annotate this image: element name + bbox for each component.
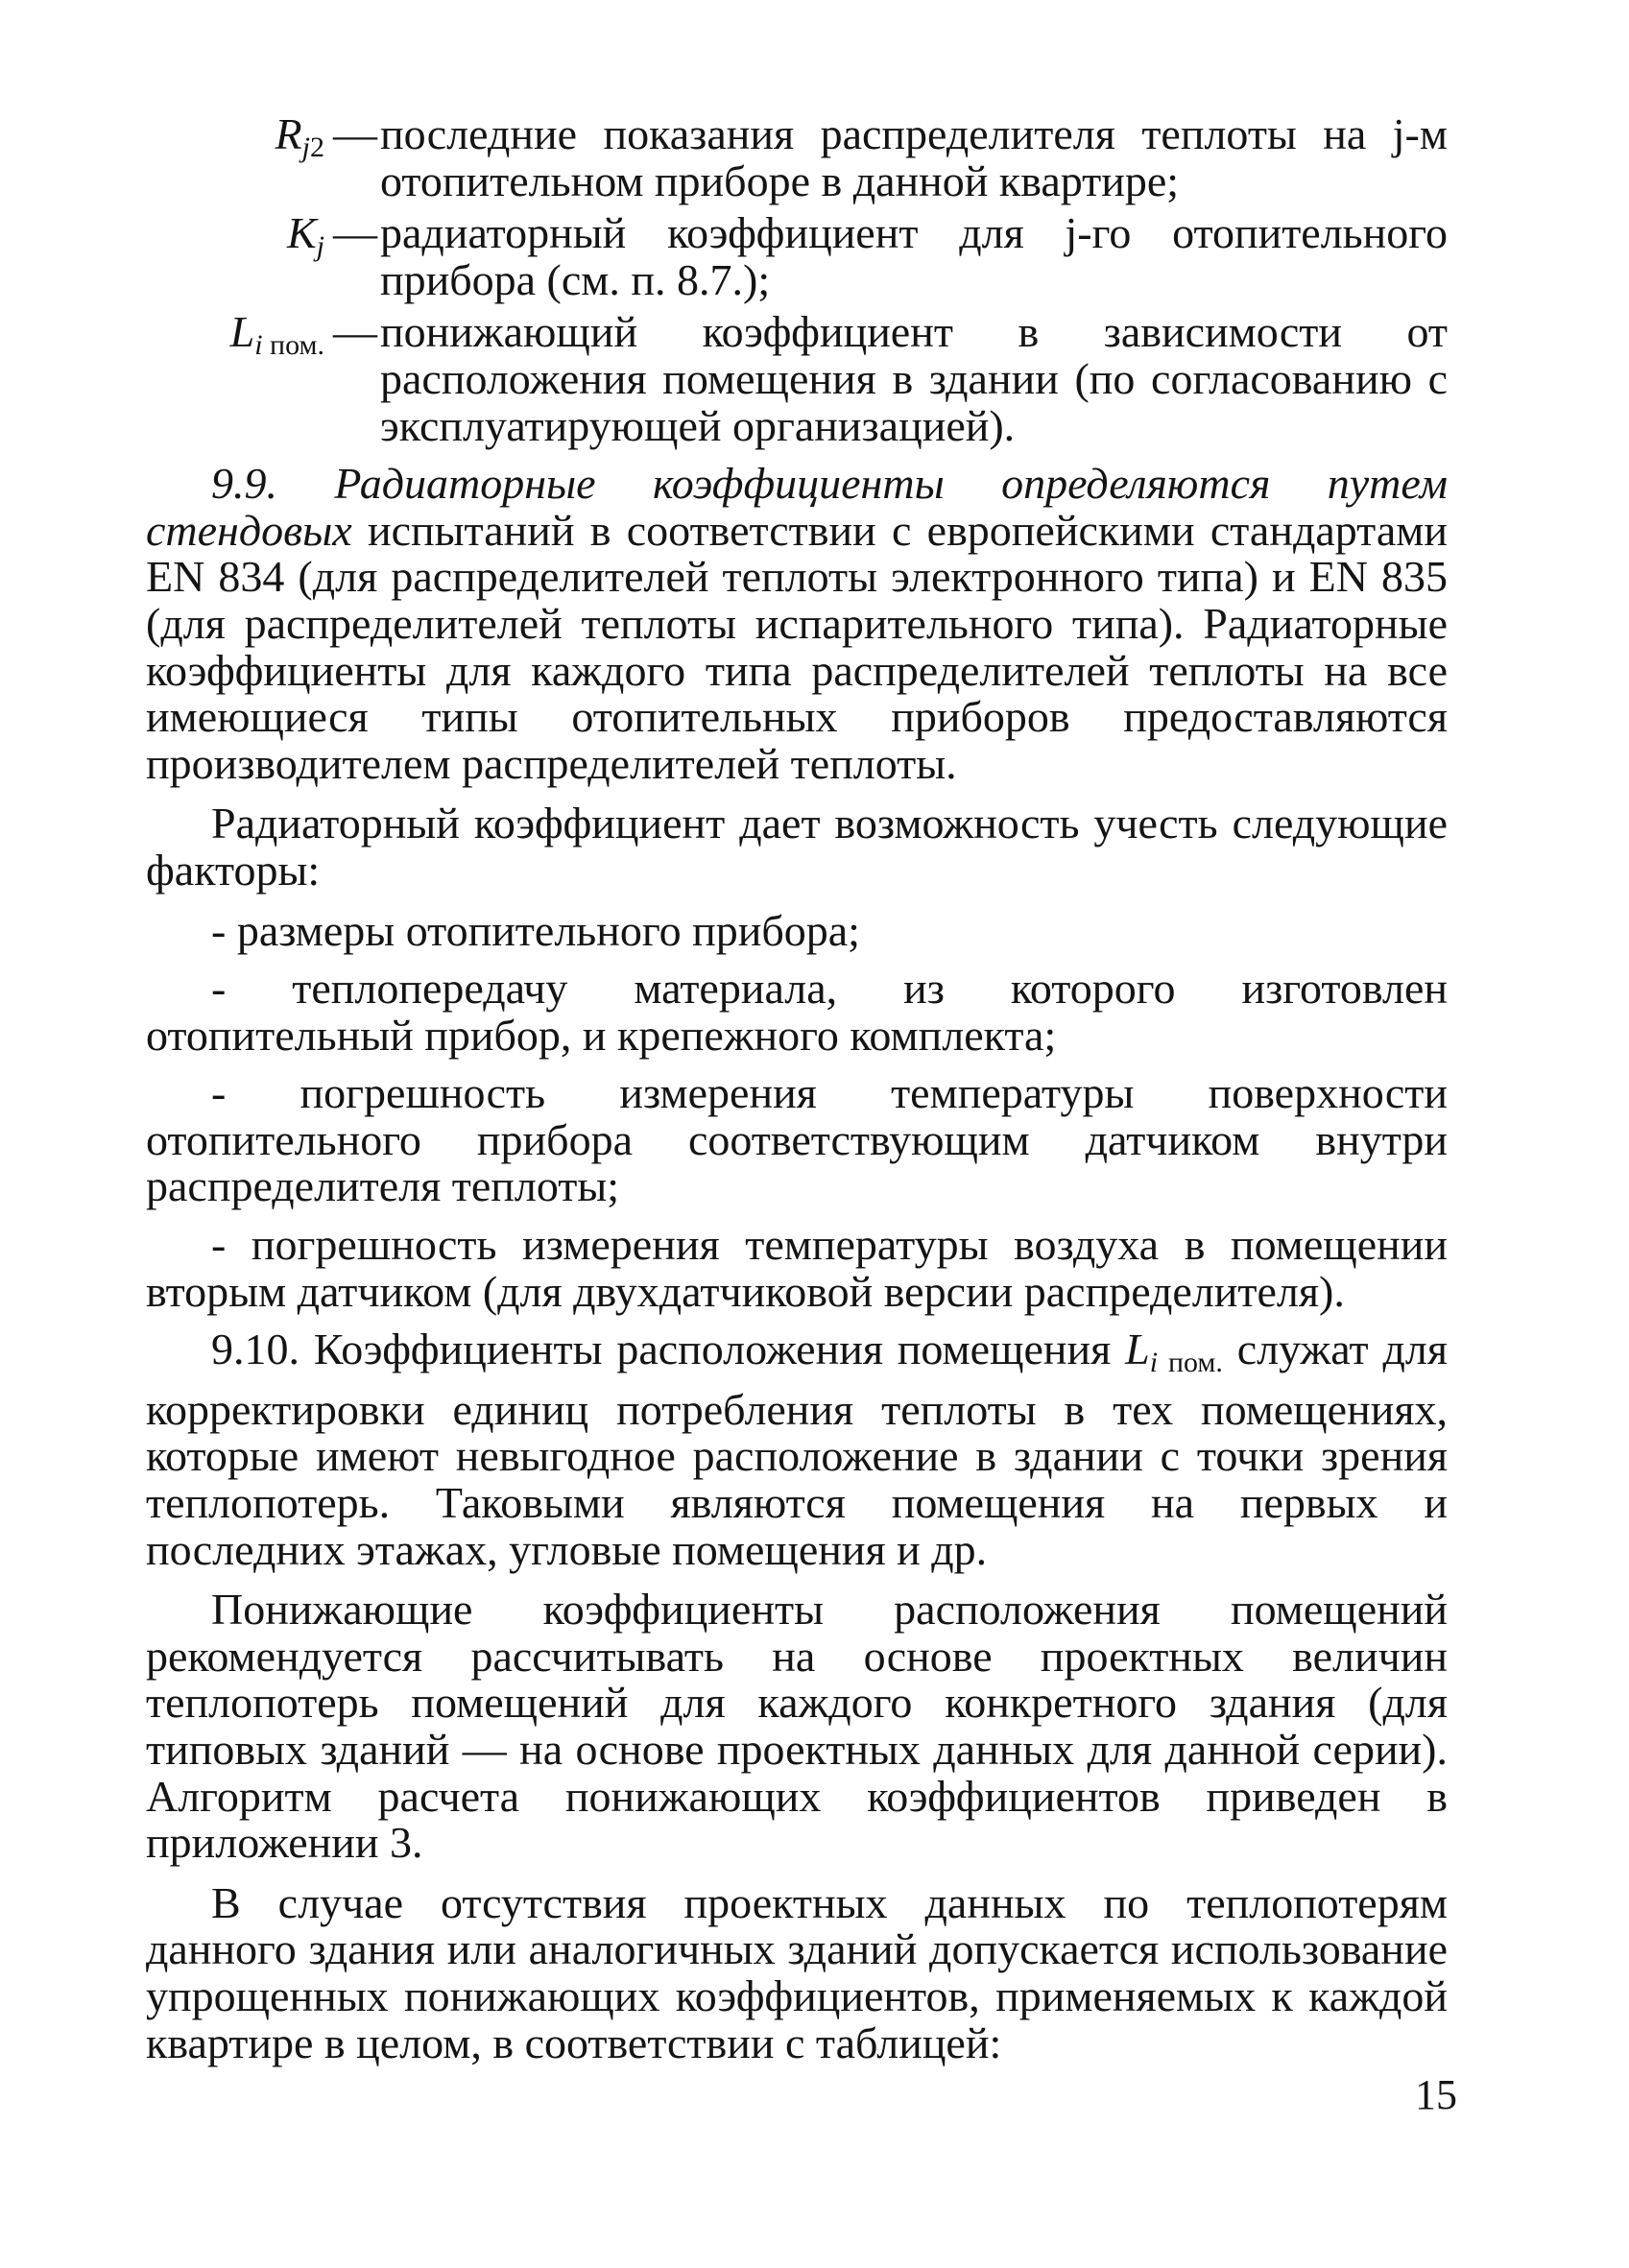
term-symbol: L	[229, 307, 255, 357]
subscript-index: i	[1149, 1347, 1159, 1379]
definition-term	[146, 309, 330, 370]
subscript-index: i	[254, 329, 263, 362]
section-lead: Радиаторные коэффициенты определяются путем стендовых	[146, 459, 1448, 555]
definition-term	[146, 111, 330, 172]
factor-item: - размеры отопительного прибора;	[211, 905, 860, 955]
factor-item: - погрешность измерения температуры поверхности отопительного прибора соответствующим датчиком внутри распределителя теплоты;	[146, 1068, 1448, 1211]
term-subscript	[254, 329, 324, 361]
subscript-suffix: 2	[310, 131, 324, 163]
term-subscript	[302, 131, 324, 163]
section-number: 9.9.	[211, 459, 277, 509]
definition-item	[146, 111, 1448, 204]
paragraph-9-10	[146, 1326, 1448, 1573]
section-text: 9.10. Коэффициенты расположения помещения	[211, 1325, 1126, 1374]
definition-item	[146, 210, 1448, 303]
subscript-index: j	[301, 131, 310, 163]
factor-item: - теплопередачу материала, из которого изготовлен отопительный прибор, и крепежного комплекта;	[146, 964, 1448, 1060]
paragraph-9-9	[146, 461, 1448, 787]
definition-dash: —	[333, 208, 377, 258]
paragraph-reduction-coefficients: Понижающие коэффициенты расположения помещений рекомендуется рассчитывать на основе проектных величин теплопотерь помещений для каждого конкретного здания (для типовых зданий — на основе проектных данных для данной серии). Алгоритм расчета понижающих коэффициентов приведен в приложении 3.	[146, 1585, 1448, 1868]
page-number: 15	[1415, 2071, 1457, 2118]
paragraph-no-project-data: В случае отсутствия проектных данных по теплопотерям данного здания или аналогичных зданий допускается использование упрощенных понижающих коэффициентов, применяемых к каждой квартире в целом, в соответствии с таблицей:	[146, 1877, 1448, 2067]
location-coefficient-subscript	[1150, 1347, 1223, 1378]
factor-item: - погрешность измерения температуры воздуха в помещении вторым датчиком (для двухдатчиковой версии распределителя).	[146, 1220, 1448, 1316]
definition-item	[146, 309, 1448, 449]
location-coefficient-symbol: L	[1125, 1325, 1150, 1374]
subscript-index: j	[316, 230, 324, 263]
paragraph-factors-intro: Радиаторный коэффициент дает возможность учесть следующие факторы:	[146, 799, 1448, 895]
definition-text: понижающий коэффициент в зависимости от расположения помещения в здании (по согласованию с эксплуатирующей организацией).	[380, 307, 1448, 450]
definition-text: последние показания распределителя теплоты на j-м отопительном приборе в данной квартире;	[380, 109, 1448, 205]
subscript-suffix: пом.	[1158, 1347, 1223, 1379]
page-content	[146, 111, 1448, 2080]
definition-dash: —	[333, 109, 377, 158]
term-subscript	[317, 230, 324, 262]
definition-dash: —	[333, 307, 377, 357]
term-symbol: K	[286, 208, 317, 258]
section-text: служат для корректировки единиц потребления теплоты в тех помещениях, которые имеют невыгодное расположение в здании с точки зрения теплопотерь. Таковыми являются помещения на первых и последних этажах, угловые помещения и др.	[146, 1325, 1448, 1574]
subscript-suffix: пом.	[262, 329, 324, 362]
section-text: испытаний в соответствии с европейскими стандартами EN 834 (для распределителей теплоты электронного типа) и EN 835 (для распределителей теплоты испарительного типа). Радиаторные коэффициенты для каждого типа распределителей теплоты на все имеющиеся типы отопительных приборов предоставляются производителем распределителей теплоты.	[146, 505, 1448, 788]
definition-list	[146, 111, 1448, 449]
definition-text: радиаторный коэффициент для j-го отопительного прибора (см. п. 8.7.);	[380, 208, 1448, 304]
definition-term	[146, 210, 330, 271]
term-symbol: R	[275, 109, 302, 158]
